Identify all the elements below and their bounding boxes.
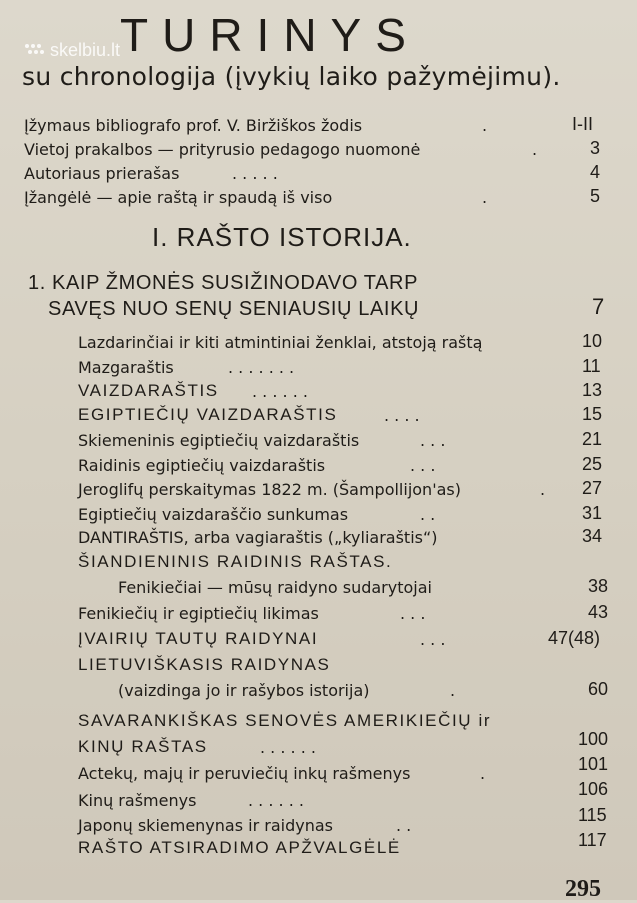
toc-entry-text: RAŠTO ATSIRADIMO APŽVALGĖLĖ (78, 838, 401, 857)
page-number: 295 (565, 876, 601, 902)
toc-entry-text: ĮVAIRIŲ TAUTŲ RAIDYNAI (78, 629, 319, 648)
front-entry-page: I-II (572, 114, 593, 134)
toc-entry-dots: . . . (410, 456, 436, 475)
watermark-text: skelbiu.lt (50, 40, 121, 60)
chapter-heading-line1: 1. KAIP ŽMONĖS SUSIŽINODAVO TARP (28, 272, 419, 294)
toc-entry-page: 100 (578, 729, 609, 749)
toc-entry-text: Fenikiečių ir egiptiečių likimas (78, 604, 319, 623)
toc-entry-page: 13 (582, 380, 603, 400)
part-title: I. RAŠTO ISTORIJA. (152, 222, 412, 252)
toc-entry-dots: . . . . . . (252, 382, 308, 401)
toc-entry-text: Lazdarinčiai ir kiti atmintiniai ženklai, atstoją raštą (78, 333, 483, 352)
toc-entry-text: DANTIRAŠTIS, arba vagiaraštis („kyliaraštis“) (78, 528, 438, 547)
front-entry-dots: . (482, 116, 488, 135)
toc-entry-page: 10 (582, 331, 603, 351)
front-entry-page: 4 (590, 162, 601, 182)
front-entry-page: 5 (590, 186, 601, 206)
toc-entry-text: LIETUVIŠKASIS RAIDYNAS (78, 655, 331, 674)
toc-entry-page: 34 (582, 526, 603, 546)
toc-entry-text: Japonų skiemenynas ir raidynas (78, 816, 333, 835)
toc-entry-page: 106 (578, 779, 609, 799)
toc-entry-dots: . . (396, 816, 412, 835)
toc-entry-page: 47(48) (548, 628, 601, 648)
toc-entry-page: 60 (588, 679, 609, 699)
toc-entry-page: 38 (588, 576, 609, 596)
front-entry-page: 3 (590, 138, 601, 158)
toc-entry-text: VAIZDARAŠTIS (78, 381, 219, 400)
front-entry-dots: . (532, 140, 538, 159)
toc-entry-page: 117 (578, 830, 607, 850)
toc-entry-text: KINŲ RAŠTAS (78, 737, 208, 756)
toc-entry-dots: . . . (420, 431, 446, 450)
toc-entry-dots: . . . . (384, 406, 420, 425)
toc-entry-text: Skiemeninis egiptiečių vaizdaraštis (78, 431, 360, 450)
toc-entry-text: (vaizdinga jo ir rašybos istorija) (118, 681, 370, 700)
toc-entry-page: 43 (588, 602, 609, 622)
toc-entry-page: 115 (578, 805, 607, 825)
toc-entry-page: 15 (582, 404, 603, 424)
toc-entry-text: Kinų rašmenys (78, 791, 197, 810)
page-title: TURINYS (120, 9, 420, 61)
toc-entry-text: SAVARANKIŠKAS SENOVĖS AMERIKIEČIŲ ir (78, 711, 492, 730)
page-subtitle: su chronologija (įvykių laiko pažymėjimu). (22, 62, 561, 91)
chapter-heading-line2: SAVĘS NUO SENŲ SENIAUSIŲ LAIKŲ (48, 298, 420, 320)
toc-entry-dots: . . . . . . (248, 791, 304, 810)
toc-entry-dots: . (480, 764, 486, 783)
toc-entry-text: Mazgaraštis (78, 358, 174, 377)
toc-entry-text: EGIPTIEČIŲ VAIZDARAŠTIS (78, 405, 338, 424)
toc-entry-text: Fenikiečiai — mūsų raidyno sudarytojai (118, 578, 432, 597)
toc-entry-text: Raidinis egiptiečių vaizdaraštis (78, 456, 326, 475)
front-entry-text: Autoriaus prierašas (24, 164, 180, 183)
toc-entry-text: Egiptiečių vaizdaraščio sunkumas (78, 505, 349, 524)
toc-entry-dots: . . . (420, 630, 446, 649)
front-entry-text: Vietoj prakalbos — prityrusio pedagogo nuomonė (24, 140, 421, 159)
toc-entry-dots: . . (420, 505, 436, 524)
toc-entry-dots: . . . . . . (260, 738, 316, 757)
skelbiu-logo-icon (24, 42, 46, 58)
toc-entry-page: 11 (582, 356, 601, 376)
toc-entry-dots: . (540, 480, 546, 499)
toc-entry-dots: . . . (400, 604, 426, 623)
toc-entry-text: ŠIANDIENINIS RAIDINIS RAŠTAS. (78, 552, 393, 571)
chapter-page: 7 (592, 294, 605, 319)
toc-entry-page: 27 (582, 478, 603, 498)
watermark (24, 40, 120, 61)
toc-entry-page: 31 (582, 503, 603, 523)
toc-entry-dots: . (450, 681, 456, 700)
toc-entry-page: 101 (578, 754, 609, 774)
front-entry-dots: . . . . . (232, 164, 278, 183)
toc-entry-text: Actekų, majų ir peruviečių inkų rašmenys (78, 764, 411, 783)
toc-entry-page: 21 (582, 429, 603, 449)
toc-entry-dots: . . . . . . . (228, 358, 295, 377)
toc-entry-text: Jeroglifų perskaitymas 1822 m. (Šampollijon'as) (78, 480, 461, 499)
front-entry-text: Įžymaus bibliografo prof. V. Biržiškos žodis (24, 116, 363, 135)
toc-entry-page: 25 (582, 454, 603, 474)
front-entry-text: Įžangėlė — apie raštą ir spaudą iš viso (24, 188, 333, 207)
front-entry-dots: . (482, 188, 488, 207)
